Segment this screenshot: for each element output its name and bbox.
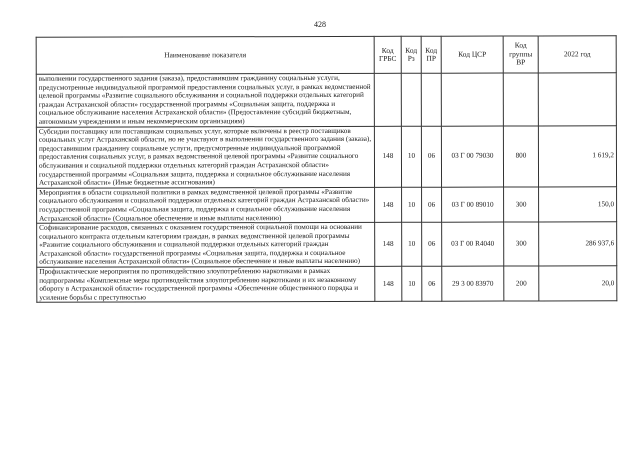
header-name: Наименование показателя [36,36,374,74]
row-pr [421,73,441,126]
row-vr [503,73,538,126]
row-rz: 10 [402,266,422,301]
table-row [37,266,617,303]
row-amount [538,73,616,126]
row-pr: 06 [421,126,441,187]
row-vr: 200 [504,266,539,301]
row-csr [441,73,503,126]
row-amount: 20,0 [539,266,617,302]
row-name: Субсидии поставщику или поставщикам социальных услуг, которые включены в реестр поставщиков социальных услуг Астраханской области, но не участвуют в выполнении государственного задания (заказа), предоставившим гражданину социальные услуги, предусмотренные индивидуальной программой предоставления социальных услуг, в рамках ведомственной целевой программы «Развитие социального обслуживания и социальной поддержки отдельных категорий граждан Астраханской области» государственной программы «Социальная защита, поддержка и социальное обслуживание населения Астраханской области» (Иные бюджетные ассигнования) [36,126,374,188]
row-grbs: 148 [375,187,402,222]
table-row [36,125,616,188]
row-name: Профилактические мероприятия по противодействию злоупотреблению наркотиками в рамках подпрограммы «Комплексные меры противодействия злоупотреблению наркотиками и их незаконному обороту в Астраханской области» государственной программы «Обеспечение общественного порядка и усиление борьбы с преступностью [37,266,375,302]
row-vr: 300 [504,222,539,266]
header-grbs: Код ГРБС [374,36,401,73]
row-grbs: 148 [375,222,402,266]
row-name: Мероприятия в области социальной политики в рамках ведомственной целевой программы «Развитие социального обслуживания и социальной поддержки отдельных категорий граждан Астраханской области» государственной программы «Социальная защита, поддержка и социальное обслуживание населения Астраханской области» (Социальное обеспечение и иные выплаты населению) [37,187,375,223]
row-rz: 10 [401,126,421,187]
header-csr: Код ЦСР [441,36,503,73]
row-amount: 286 937,6 [539,222,617,266]
row-csr: 03 Г 00 89010 [442,187,504,223]
row-amount: 1 619,2 [538,125,616,186]
header-year: 2022 год [538,36,616,73]
row-name: Софинансирование расходов, связанных с оказанием государственной социальной помощи на основании социального контракта отдельным категориям граждан, в рамках ведомственной целевой программы «Развитие социального обслуживания и социальной поддержки отдельных категорий граждан Астраханской области» государственной программы «Социальная защита, поддержка и социальное обслуживание населения Астраханской области» (Социальное обеспечение и иные выплаты населению) [37,222,375,267]
row-rz: 10 [402,222,422,266]
header-rz: Код Рз [401,36,421,73]
header-row [36,36,616,75]
row-rz: 10 [402,187,422,222]
row-pr: 06 [422,187,442,222]
row-rz [401,73,421,126]
header-vr: Код группы ВР [503,36,538,73]
page-number: 428 [314,20,326,29]
header-pr: Код ПР [421,36,441,73]
row-name: выполнении государственного задания (заказа), предоставившим гражданину социальные услуги, предусмотренные индивидуальной программой предоставления социальных услуг, в рамках ведомственной целевой программы «Развитие социального обслуживания и социальной поддержки отдельных категорий граждан Астраханской области» государственной программы «Социальная защита, поддержка и социальное обслуживание населения Астраханской области» (Предоставление субсидий бюджетным, автономным учреждениям и иным некоммерческим организациям) [36,73,374,126]
row-csr: 03 Г 00 R4040 [442,222,504,266]
row-csr: 03 Г 00 79030 [441,126,503,187]
row-grbs: 148 [374,126,401,187]
row-grbs [374,73,401,126]
row-vr: 800 [503,126,538,187]
table-row [37,186,617,223]
table-row [36,73,616,127]
row-grbs: 148 [375,266,402,301]
row-vr: 300 [504,187,539,222]
row-amount: 150,0 [539,186,617,222]
row-pr: 06 [422,222,442,266]
row-csr: 29 3 00 83970 [442,266,504,302]
row-pr: 06 [422,266,442,301]
budget-table [36,35,618,303]
table-row [37,222,617,267]
